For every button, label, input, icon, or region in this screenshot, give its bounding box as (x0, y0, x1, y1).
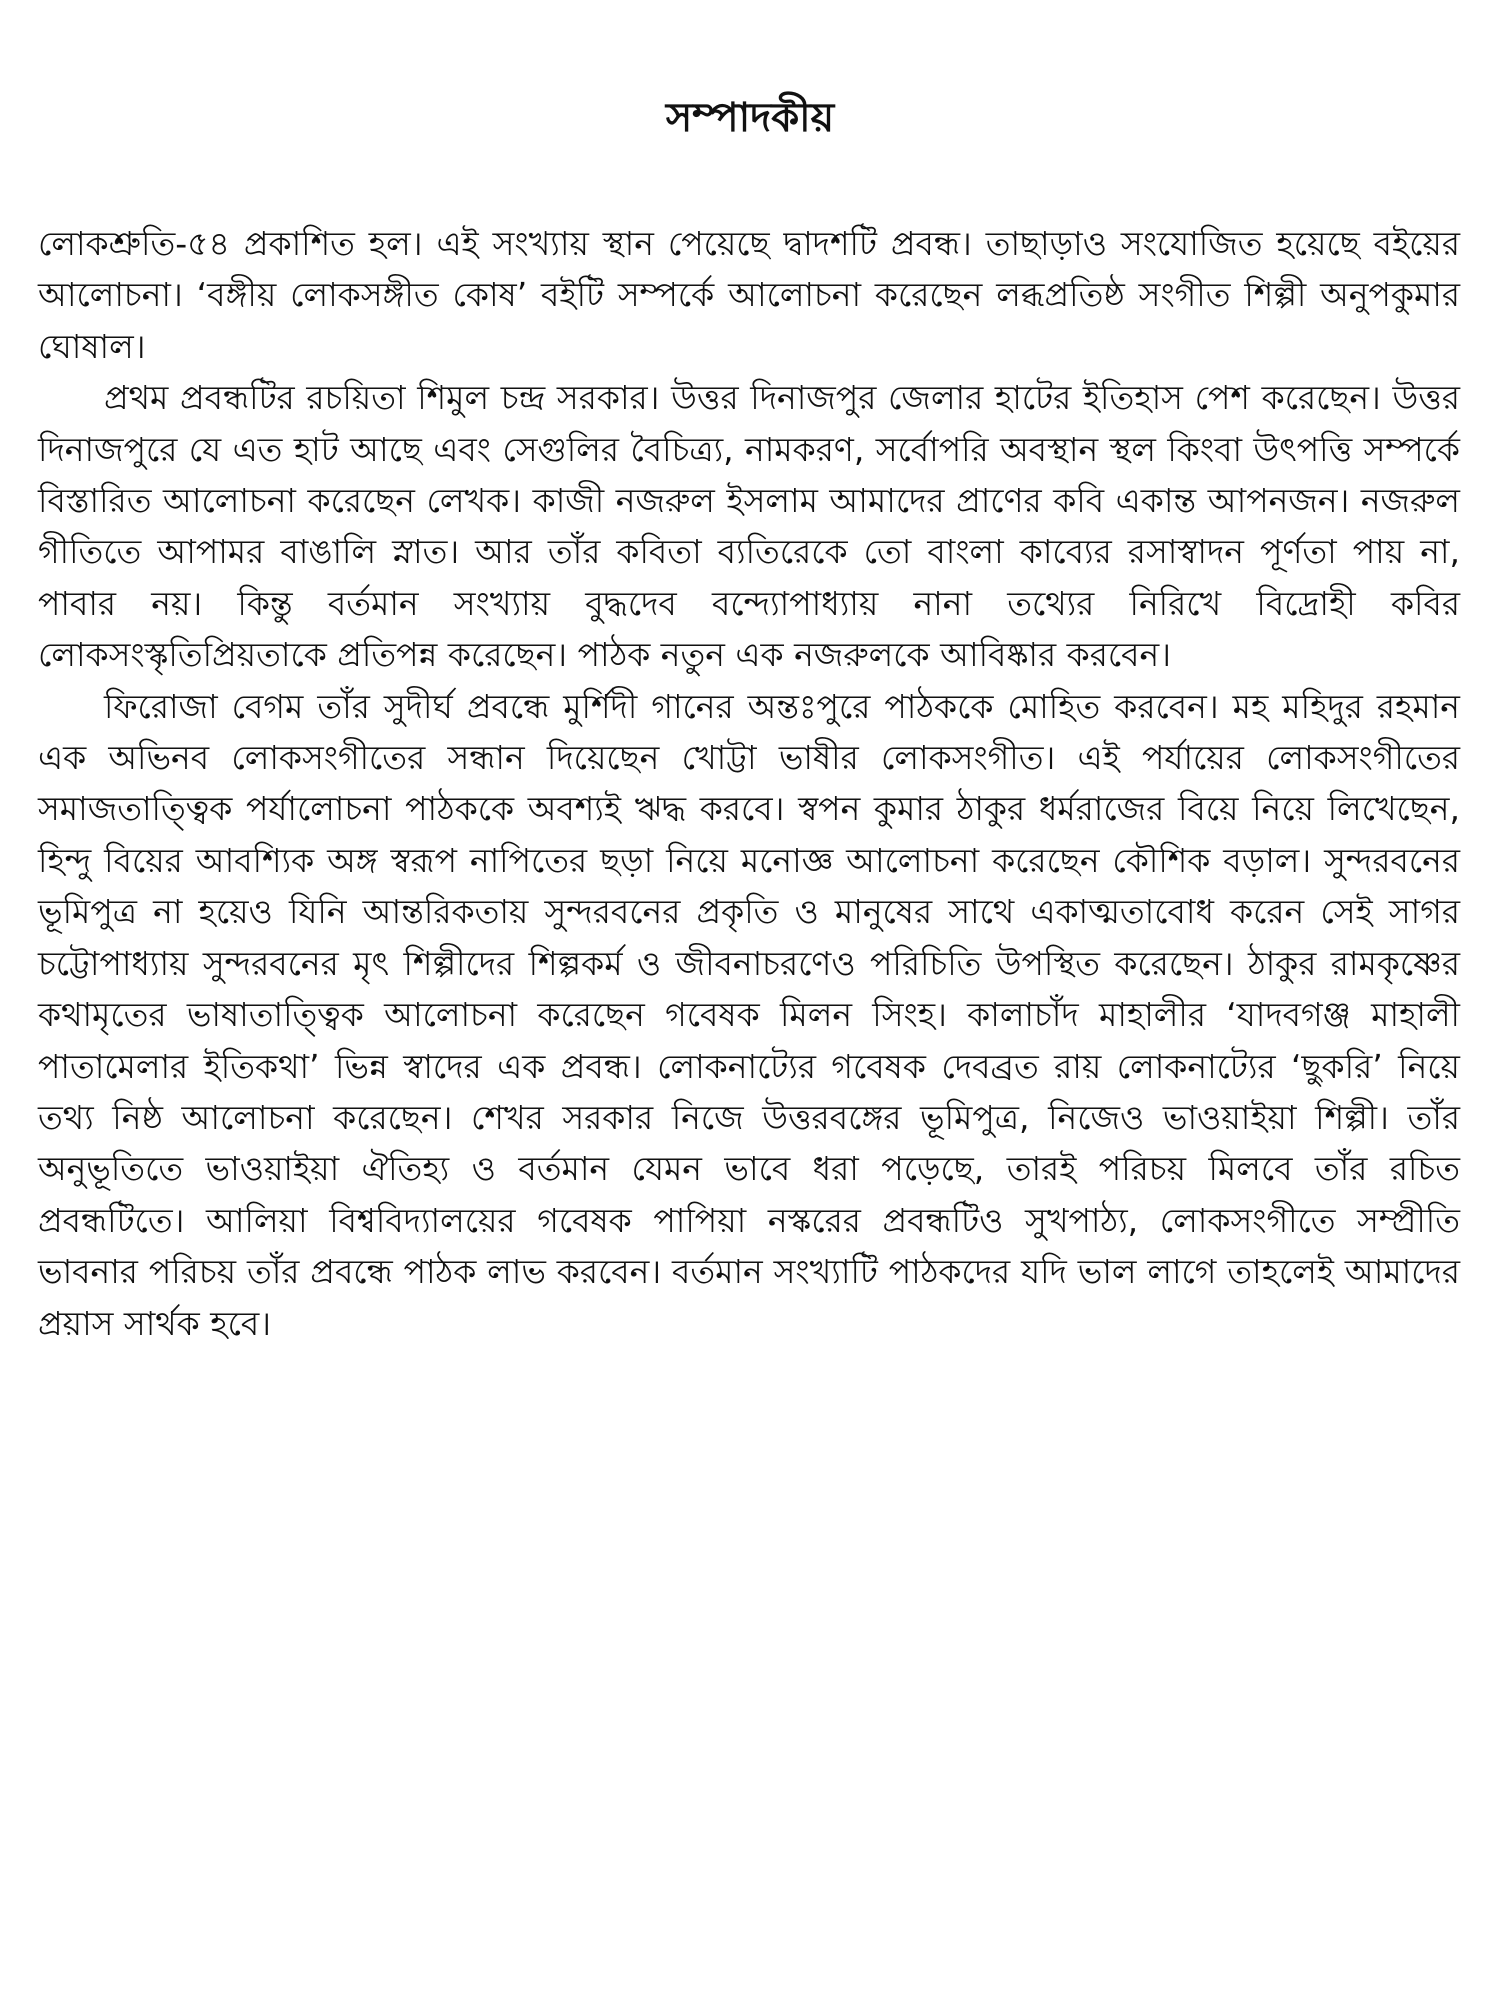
page-title: সম্পাদকীয় (665, 95, 835, 141)
paragraph-other-articles: ফিরোজা বেগম তাঁর সুদীর্ঘ প্রবন্ধে মুর্শিদী গানের অন্তঃপুরে পাঠককে মোহিত করবেন। মহ মহিদুর রহমান এক অভিনব লোকসংগীতের সন্ধান দিয়েছেন খোট্টা ভাষীর লোকসংগীত। এই পর্যায়ের লোকসংগীতের সমাজতাত্ত্বিক পর্যালোচনা পাঠককে অবশ্যই ঋদ্ধ করবে। স্বপন কুমার ঠাকুর ধর্মরাজের বিয়ে নিয়ে লিখেছেন, হিন্দু বিয়ের আবশ্যিক অঙ্গ স্বরূপ নাপিতের ছড়া নিয়ে মনোজ্ঞ আলোচনা করেছেন কৌশিক বড়াল। সুন্দরবনের ভূমিপুত্র না হয়েও যিনি আন্তরিকতায় সুন্দরবনের প্রকৃতি ও মানুষের সাথে একাত্মতাবোধ করেন সেই সাগর চট্টোপাধ্যায় সুন্দরবনের মৃৎ শিল্পীদের শিল্পকর্ম ও জীবনাচরণেও পরিচিতি উপস্থিত করেছেন। ঠাকুর রামকৃষ্ণের কথামৃতের ভাষাতাত্ত্বিক আলোচনা করেছেন গবেষক মিলন সিংহ। কালাচাঁদ মাহালীর ‘যাদবগঞ্জ মাহালী পাতামেলার ইতিকথা’ ভিন্ন স্বাদের এক প্রবন্ধ। লোকনাট্যের গবেষক দেবব্রত রায় লোকনাট্যের ‘ছুকরি’ নিয়ে তথ্য নিষ্ঠ আলোচনা করেছেন। শেখর সরকার নিজে উত্তরবঙ্গের ভূমিপুত্র, নিজেও ভাওয়াইয়া শিল্পী। তাঁর অনুভূতিতে ভাওয়াইয়া ঐতিহ্য ও বর্তমান যেমন ভাবে ধরা পড়েছে, তারই পরিচয় মিলবে তাঁর রচিত প্রবন্ধটিতে। আলিয়া বিশ্ববিদ্যালয়ের গবেষক পাপিয়া নস্করের প্রবন্ধটিও সুখপাঠ্য, লোকসংগীতে সম্প্রীতি ভাবনার পরিচয় তাঁর প্রবন্ধে পাঠক লাভ করবেন। বর্তমান সংখ্যাটি পাঠকদের যদি ভাল লাগে তাহলেই আমাদের প্রয়াস সার্থক হবে। (38, 686, 1460, 1343)
paragraph-first-articles: প্রথম প্রবন্ধটির রচয়িতা শিমুল চন্দ্র সরকার। উত্তর দিনাজপুর জেলার হাটের ইতিহাস পেশ করেছেন। উত্তর দিনাজপুরে যে এত হাট আছে এবং সেগুলির বৈচিত্র্য, নামকরণ, সর্বোপরি অবস্থান স্থল কিংবা উৎপত্তি সম্পর্কে বিস্তারিত আলোচনা করেছেন লেখক। কাজী নজরুল ইসলাম আমাদের প্রাণের কবি একান্ত আপনজন। নজরুল গীতিতে আপামর বাঙালি স্নাত। আর তাঁর কবিতা ব্যতিরেকে তো বাংলা কাব্যের রসাস্বাদন পূর্ণতা পায় না, পাবার নয়। কিন্তু বর্তমান সংখ্যায় বুদ্ধদেব বন্দ্যোপাধ্যায় নানা তথ্যের নিরিখে বিদ্রোহী কবির লোকসংস্কৃতিপ্রিয়তাকে প্রতিপন্ন করেছেন। পাঠক নতুন এক নজরুলকে আবিষ্কার করবেন। (38, 378, 1460, 675)
paragraph-intro: লোকশ্রুতি-৫৪ প্রকাশিত হল। এই সংখ্যায় স্থান পেয়েছে দ্বাদশটি প্রবন্ধ। তাছাড়াও সংযোজিত হয়েছে বইয়ের আলোচনা। ‘বঙ্গীয় লোকসঙ্গীত কোষ’ বইটি সম্পর্কে আলোচনা করেছেন লব্ধপ্রতিষ্ঠ সংগীত শিল্পী অনুপকুমার ঘোষাল। (38, 224, 1460, 366)
editorial-body (38, 218, 1460, 1349)
